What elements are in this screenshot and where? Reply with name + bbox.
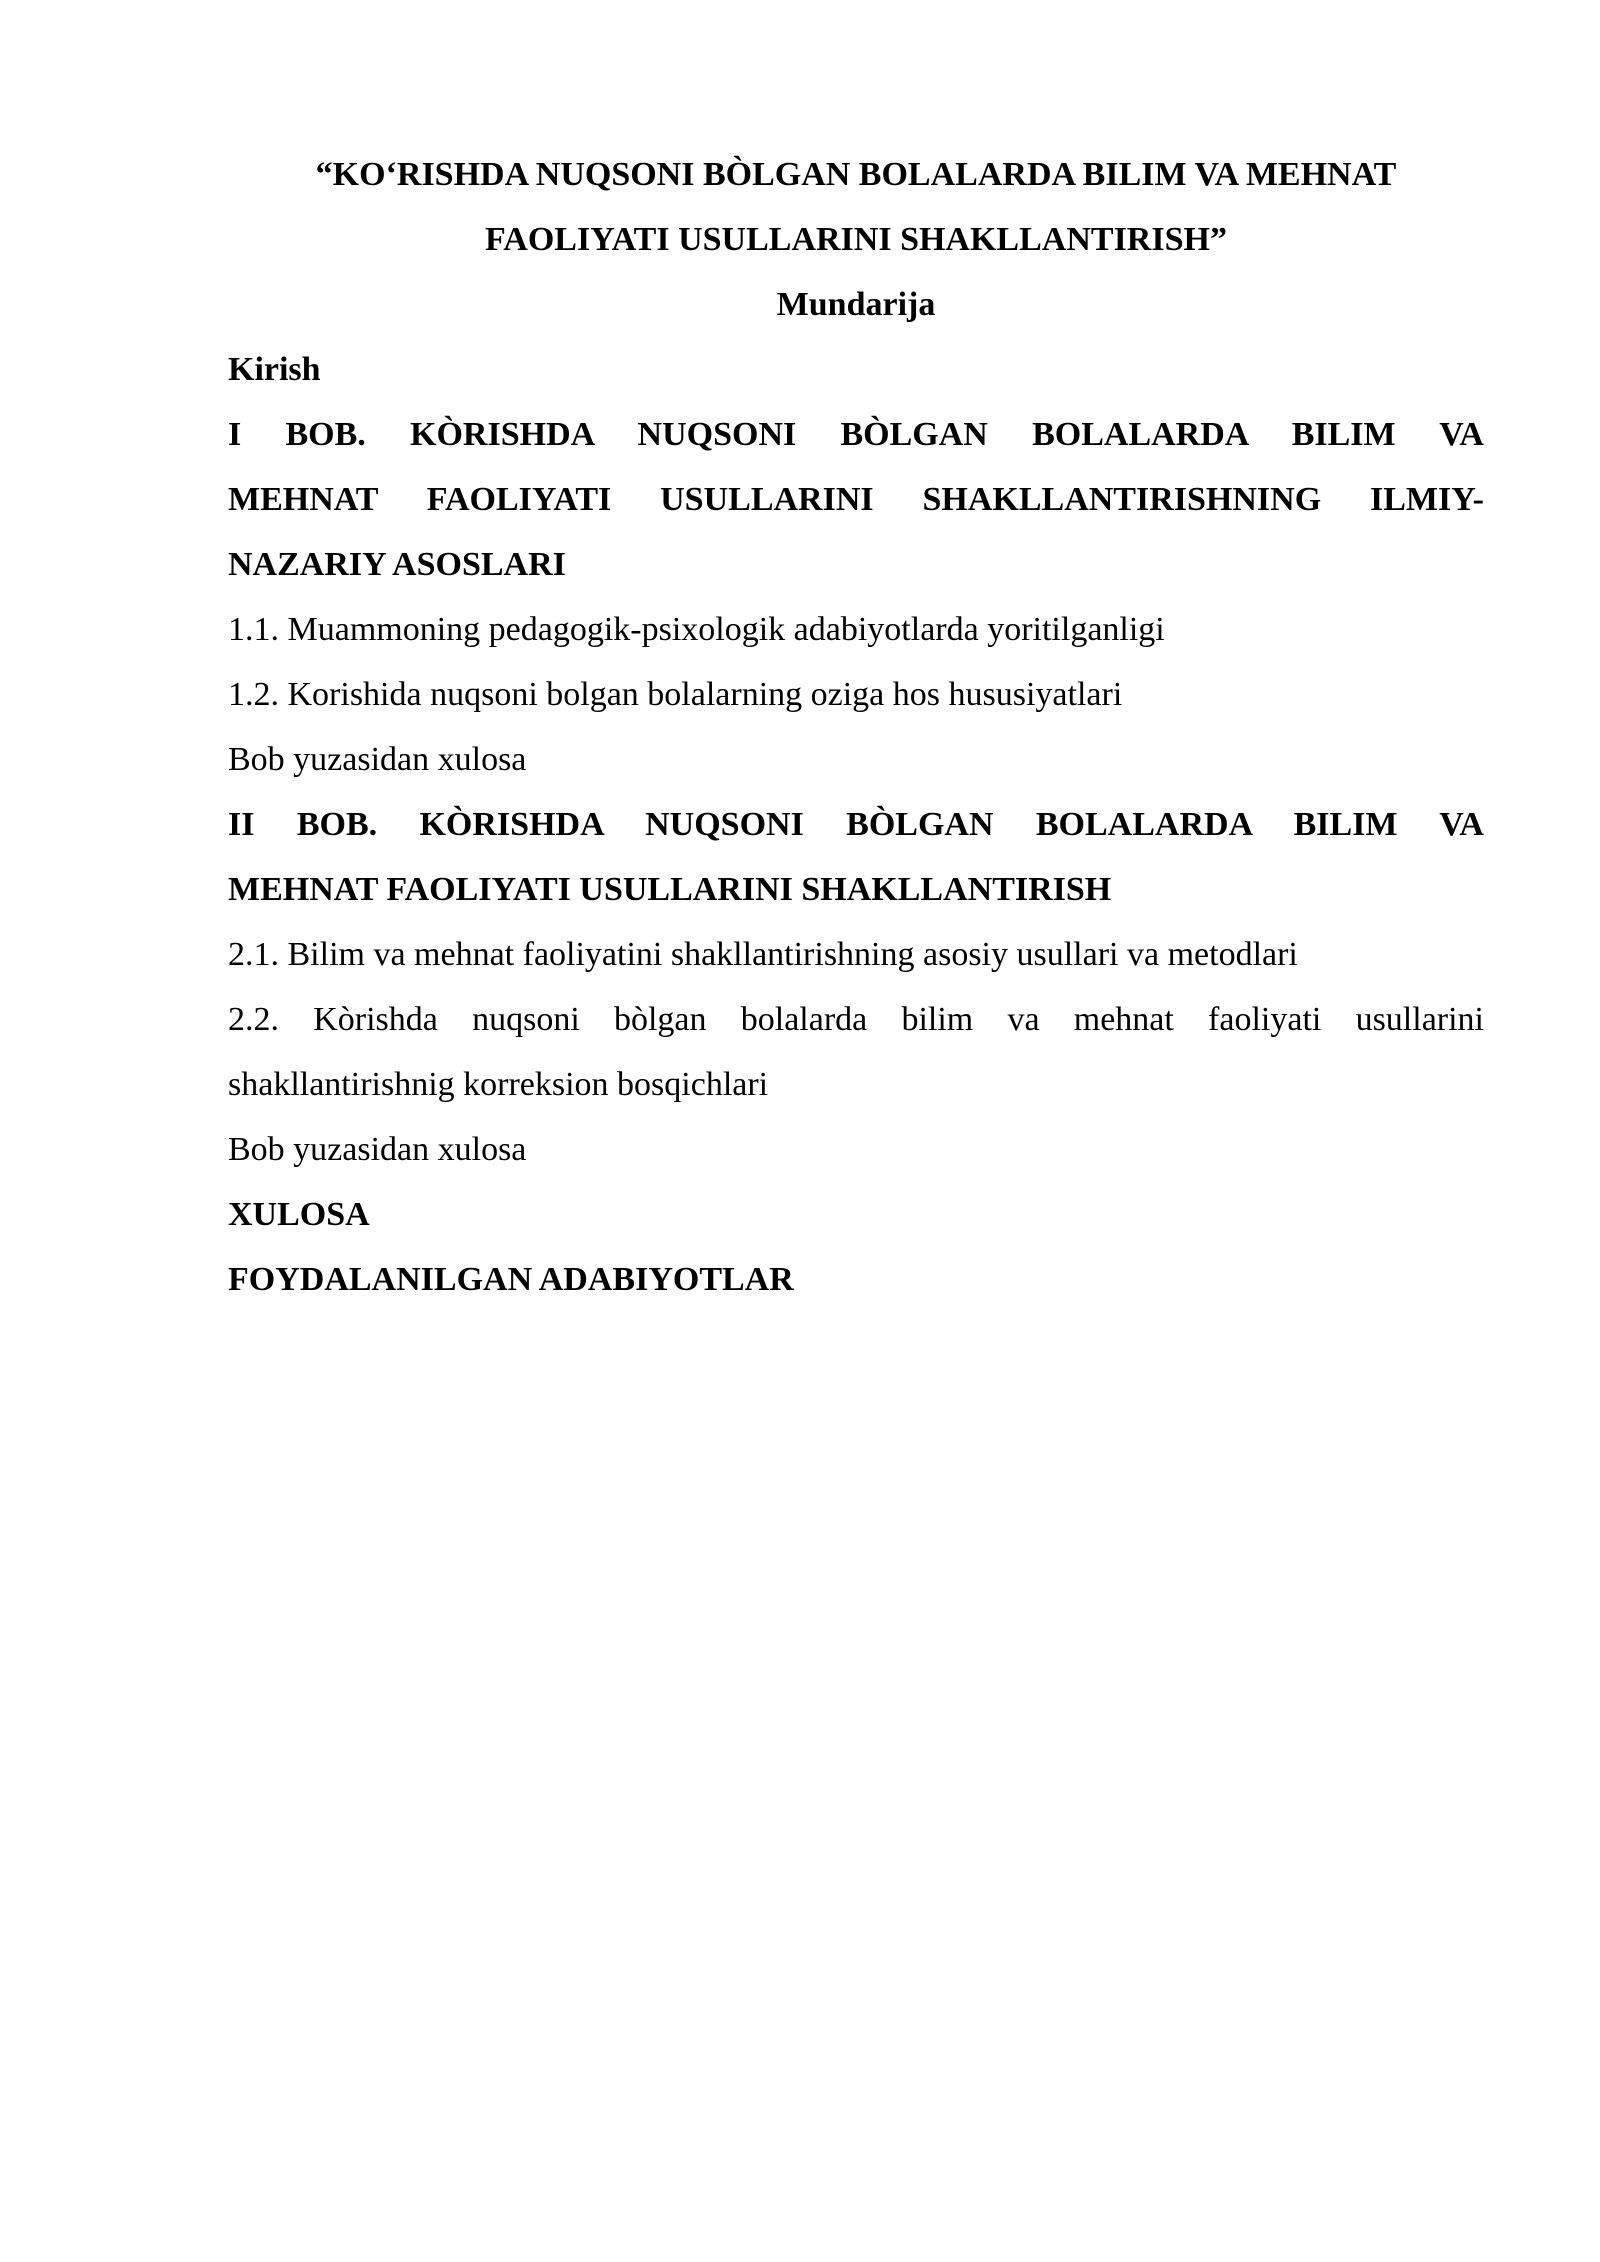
toc-entry-chapter-1-conclusion: Bob yuzasidan xulosa — [228, 741, 527, 778]
chapter-2-heading-line-1: II BOB. KÒRISHDA NUQSONI BÒLGAN BOLALARDA BILIM VA — [228, 806, 1484, 843]
toc-entry-intro: Kirish — [228, 351, 321, 388]
toc-entry-section-2-2-line-2: shakllantirishnig korreksion bosqichlari — [228, 1066, 769, 1103]
toc-entry-section-2-1: 2.1. Bilim va mehnat faoliyatini shakllantirishning asosiy usullari va metodlari — [228, 936, 1298, 973]
toc-entry-chapter-2-conclusion: Bob yuzasidan xulosa — [228, 1131, 527, 1168]
toc-entry-section-2-2-line-1: 2.2. Kòrishda nuqsoni bòlgan bolalarda bilim va mehnat faoliyati usullarini — [228, 1001, 1484, 1038]
chapter-1-heading-line-3: NAZARIY ASOSLARI — [228, 546, 566, 583]
toc-entry-references: FOYDALANILGAN ADABIYOTLAR — [228, 1261, 794, 1298]
toc-entry-section-1-2: 1.2. Korishida nuqsoni bolgan bolalarning oziga hos hususiyatlari — [228, 676, 1123, 713]
toc-heading: Mundarija — [776, 286, 936, 323]
toc-entry-summary: XULOSA — [228, 1196, 370, 1233]
chapter-1-heading-line-2: MEHNAT FAOLIYATI USULLARINI SHAKLLANTIRISHNING ILMIY- — [228, 481, 1484, 518]
chapter-2-heading-line-2: MEHNAT FAOLIYATI USULLARINI SHAKLLANTIRISH — [228, 871, 1112, 908]
document-page — [228, 142, 1484, 1312]
document-title-line-1: “KO‘RISHDA NUQSONI BÒLGAN BOLALARDA BILIM VA MEHNAT — [315, 156, 1397, 193]
document-title-line-2: FAOLIYATI USULLARINI SHAKLLANTIRISH” — [485, 221, 1227, 258]
toc-entry-section-1-1: 1.1. Muammoning pedagogik-psixologik adabiyotlarda yoritilganligi — [228, 611, 1165, 648]
chapter-1-heading-line-1: I BOB. KÒRISHDA NUQSONI BÒLGAN BOLALARDA BILIM VA — [228, 416, 1484, 453]
